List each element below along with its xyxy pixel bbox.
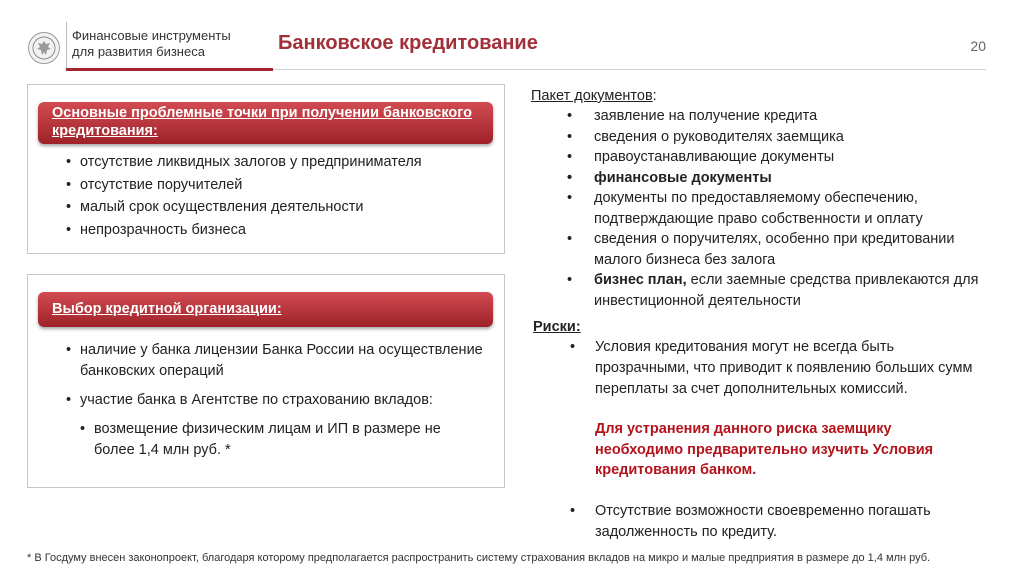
business-plan-bold: бизнес план, <box>594 272 687 288</box>
problems-list <box>64 152 422 242</box>
problems-heading-text: Основные проблемные точки при получении банковского кредитования: <box>52 105 472 139</box>
header-rule <box>273 69 986 70</box>
list-item: • малый срок осуществления деятельности <box>64 197 422 218</box>
risks-label: Риски: <box>533 319 581 335</box>
header-subtitle-line1: Финансовые инструменты <box>72 28 231 43</box>
header-divider <box>66 22 67 70</box>
documents-label-text: Пакет документов <box>531 88 653 104</box>
problems-panel <box>27 84 505 254</box>
list-item: • Отсутствие возможности своевременно погашать задолженность по кредиту. <box>566 501 986 543</box>
risk-warning: Для устранения данного риска заемщику необходимо предварительно изучить Условия кредитования банком. <box>595 421 934 479</box>
footnote: * В Госдуму внесен законопроект, благодаря которому предполагается распространить систему страхования вкладов на микро и малые предприятия в размере до 1,4 млн руб. <box>27 552 931 564</box>
risks-list-2 <box>566 501 986 543</box>
risks-list <box>566 337 986 399</box>
choice-panel <box>27 274 505 488</box>
list-item: • сведения о руководителях заемщика <box>566 127 996 148</box>
page-number: 20 <box>970 38 986 54</box>
list-item: • сведения о поручителях, особенно при кредитовании малого бизнеса без залога <box>566 229 996 270</box>
documents-label-colon: : <box>652 88 657 104</box>
header-accent-underline <box>66 68 273 71</box>
eagle-emblem-icon <box>28 32 60 64</box>
documents-list <box>566 106 996 311</box>
list-item: • непрозрачность бизнеса <box>64 220 422 241</box>
list-item: • наличие у банка лицензии Банка России на осуществление банковских операций <box>64 340 484 382</box>
list-item <box>566 270 996 311</box>
choice-heading-text: Выбор кредитной организации: <box>52 301 282 317</box>
header-subtitle-line2: для развития бизнеса <box>72 44 205 59</box>
list-item: • участие банка в Агентстве по страхованию вкладов: <box>64 390 484 411</box>
list-item: • заявление на получение кредита <box>566 106 996 127</box>
list-item: • возмещение физическим лицам и ИП в размере не более 1,4 млн руб. * <box>78 419 484 461</box>
list-item: • отсутствие ликвидных залогов у предпринимателя <box>64 152 422 173</box>
choice-heading <box>38 292 493 327</box>
list-item: • отсутствие поручителей <box>64 175 422 196</box>
business-plan-text: если заемные средства привлекаются для инвестиционной деятельности <box>594 272 979 309</box>
documents-label <box>531 86 657 107</box>
list-item: • Условия кредитования могут не всегда быть прозрачными, что приводит к появлению больших сумм переплаты за счет дополнительных комиссий. <box>566 337 986 399</box>
header-subtitle <box>72 28 231 60</box>
page-title: Банковское кредитование <box>278 32 538 54</box>
list-item: • финансовые документы <box>566 168 996 189</box>
problems-heading <box>38 102 493 144</box>
list-item: • документы по предоставляемому обеспечению, подтверждающие право собственности и оплату <box>566 188 996 229</box>
choice-list <box>64 340 484 469</box>
list-item: • правоустанавливающие документы <box>566 147 996 168</box>
